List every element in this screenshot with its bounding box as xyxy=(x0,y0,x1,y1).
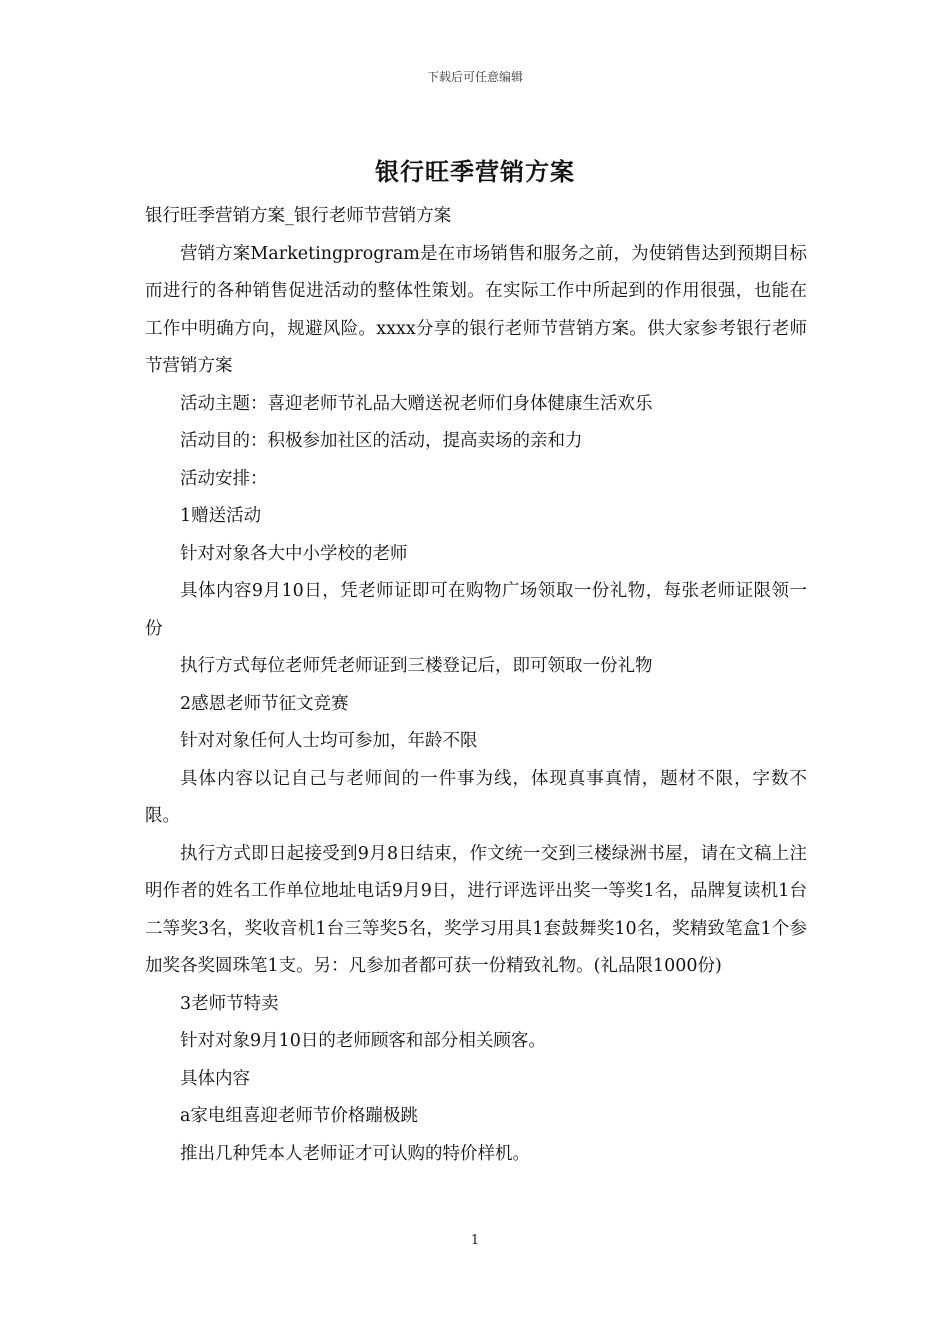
paragraph-method-2: 执行方式即日起接受到9月8日结束，作文统一交到三楼绿洲书屋，请在文稿上注明作者的姓名工作单位地址电话9月9日，进行评选评出奖一等奖1名，品牌复读机1台二等奖3名，奖收音机1台三等奖5名，奖学习用具1套鼓舞奖10名，奖精致笔盒1个参加奖各奖圆珠笔1支。另：凡参加者都可获一份精致礼物。(礼品限1000份) xyxy=(145,843,807,976)
page-number: 1 xyxy=(470,1233,480,1248)
section-heading-2: 2感恩老师节征文竞赛 xyxy=(180,693,349,714)
paragraph-content-1: 具体内容9月10日，凭老师证即可在购物广场领取一份礼物，每张老师证限领一份 xyxy=(145,581,807,639)
paragraph-content-2: 具体内容以记自己与老师间的一件事为线，体现真事真情，题材不限，字数不限。 xyxy=(145,768,807,826)
header-note: 下载后可任意编辑 xyxy=(426,70,523,84)
paragraph-target-2: 针对对象任何人士均可参加，年龄不限 xyxy=(180,731,478,751)
paragraph-arrangement: 活动安排： xyxy=(180,468,268,489)
paragraph-subitem-a: a家电组喜迎老师节价格蹦极跳 xyxy=(180,1106,418,1126)
paragraph-intro: 营销方案Marketingprogram是在市场销售和服务之前，为使销售达到预期目标而进行的各种销售促进活动的整体性策划。在实际工作中所起到的作用很强，也能在工作中明确方向，规避风险。xxxx分享的银行老师节营销方案。供大家参考银行老师节营销方案 xyxy=(145,243,807,376)
paragraph-target-1: 针对对象各大中小学校的老师 xyxy=(180,543,408,564)
paragraph-method-1: 执行方式每位老师凭老师证到三楼登记后，即可领取一份礼物 xyxy=(180,656,653,676)
section-heading-1: 1赠送活动 xyxy=(180,506,262,526)
paragraph-subitem-a-detail: 推出几种凭本人老师证才可认购的特价样机。 xyxy=(180,1143,530,1164)
paragraph-theme: 活动主题：喜迎老师节礼品大赠送祝老师们身体健康生活欢乐 xyxy=(180,393,653,414)
subtitle-line: 银行旺季营销方案_银行老师节营销方案 xyxy=(145,206,452,226)
paragraph-target-3: 针对对象9月10日的老师顾客和部分相关顾客。 xyxy=(180,1031,546,1051)
paragraph-content-3: 具体内容 xyxy=(180,1068,250,1089)
paragraph-purpose: 活动目的：积极参加社区的活动，提高卖场的亲和力 xyxy=(180,431,583,451)
section-heading-3: 3老师节特卖 xyxy=(180,993,279,1014)
document-title: 银行旺季营销方案 xyxy=(375,157,575,186)
document-body xyxy=(145,198,807,1173)
